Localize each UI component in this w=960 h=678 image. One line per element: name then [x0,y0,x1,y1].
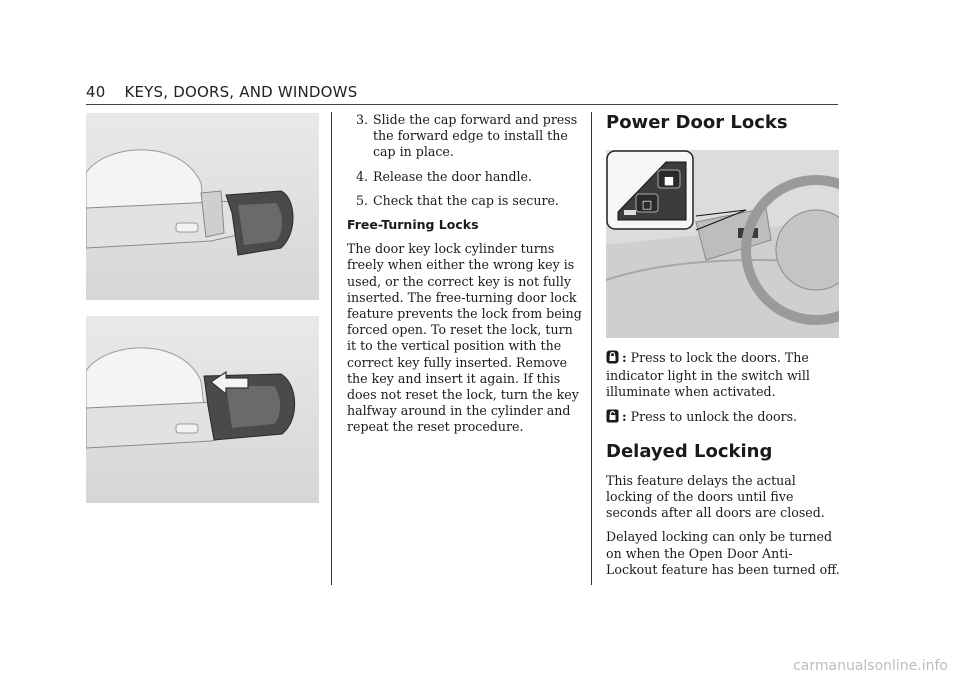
step-number: 3. [356,112,369,127]
lock-text: Press to lock the doors. The indicator light in the switch will illuminate when activated. [606,350,810,400]
step-text: Release the door handle. [373,168,532,184]
free-turning-locks-paragraph: The door key lock cylinder turns freely when either the wrong key is used, or the correct key is not fully inserted. The free-turning door lock feature prevents the lock from being forced open. To reset the lock, turn it to the vertical position with the correct key fully inserted. Remove the key and insert it again. If this does not reset the lock, turn the key halfway around in the cylinder and repeat the reset procedure. [347,241,582,435]
lock-colon: : [622,350,627,365]
lock-description [606,350,840,401]
free-turning-locks-heading: Free-Turning Locks [347,217,479,233]
delayed-locking-paragraph-2: Delayed locking can only be turned on when the Open Door Anti-Lockout feature has been turned off. [606,529,840,577]
right-column [606,112,840,586]
instruction-step [347,112,582,161]
column-divider-right [591,112,592,585]
delayed-locking-paragraph-1: This feature delays the actual locking of the doors until five seconds after all doors are closed. [606,472,825,521]
watermark-text: carmanualsonline.info [793,658,948,674]
instruction-step [347,193,582,209]
page-number: 40 [86,83,106,101]
section-title: KEYS, DOORS, AND WINDOWS [124,83,358,101]
unlock-colon: : [622,408,627,424]
svg-text:□: □ [641,198,653,211]
page-header [86,83,357,101]
instruction-step [347,169,582,185]
door-handle-cap-install-figure [86,316,319,503]
svg-text:■: ■ [663,174,675,187]
step-number: 4. [356,168,369,184]
step-text: Slide the cap forward and press the forward edge to install the cap in place. [373,112,578,160]
step-number: 5. [356,192,369,208]
column-divider-left [331,112,332,585]
header-rule [86,104,838,105]
unlock-text: Press to unlock the doors. [630,408,798,424]
door-handle-cap-removed-figure [86,113,319,300]
power-door-locks-heading: Power Door Locks [606,112,788,133]
delayed-locking-heading: Delayed Locking [606,440,773,462]
middle-column [347,112,582,444]
unlock-icon [606,409,619,427]
step-text: Check that the cap is secure. [373,192,559,208]
lock-icon [606,350,619,368]
unlock-description [606,409,840,427]
power-lock-switch-figure [606,150,839,338]
